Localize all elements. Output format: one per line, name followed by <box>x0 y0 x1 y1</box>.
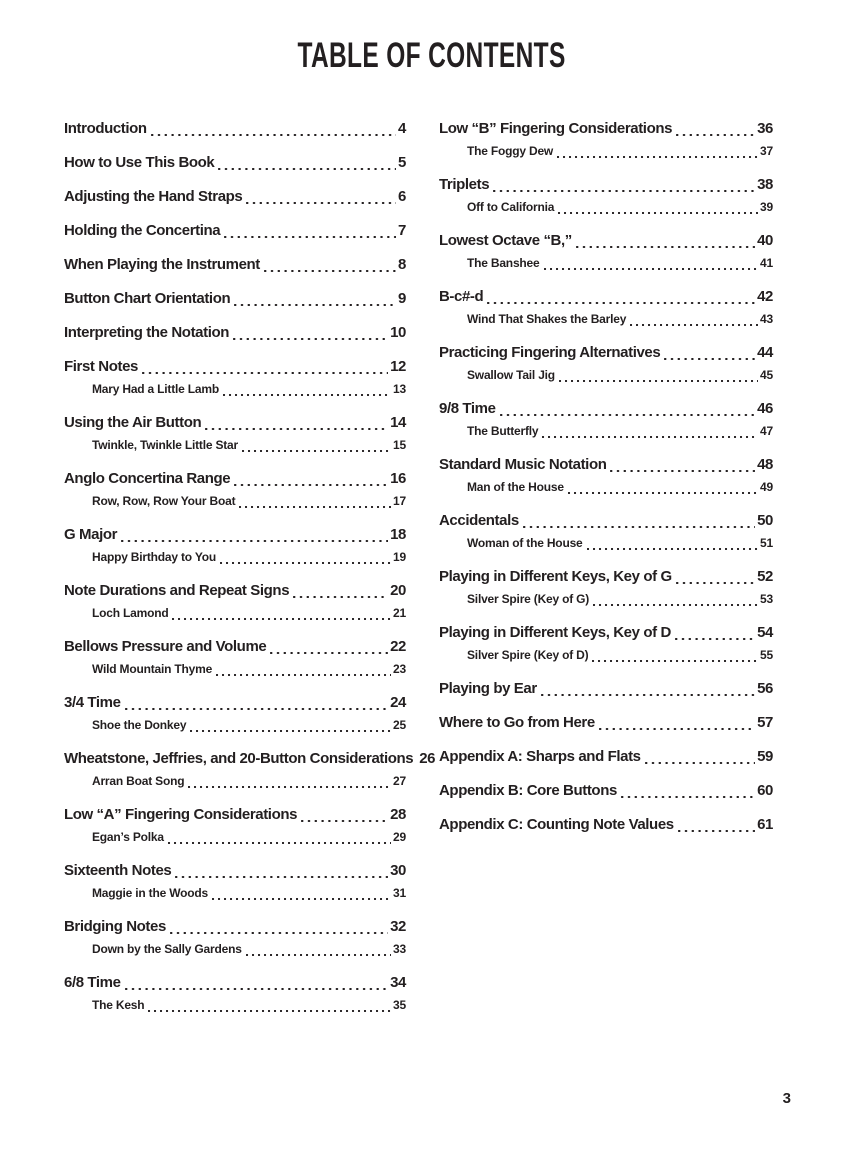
toc-entry-label: Triplets <box>439 176 490 193</box>
toc-entry-label: Button Chart Orientation <box>64 290 231 307</box>
toc-entry <box>64 412 406 434</box>
toc-entry-label: Lowest Octave “B,” <box>439 232 572 249</box>
toc-entry <box>439 780 773 802</box>
toc-sub-entry-label: Man of the House <box>467 480 564 494</box>
dot-leader <box>142 372 388 374</box>
toc-entry <box>64 804 406 826</box>
dot-leader <box>678 830 755 832</box>
toc-sub-entry <box>64 378 406 400</box>
toc-entry-label: Bellows Pressure and Volume <box>64 638 267 655</box>
toc-entry-page-number: 26 <box>419 750 436 767</box>
toc-entry-page-number: 54 <box>757 624 773 641</box>
toc-entry-page-number: 56 <box>757 680 773 697</box>
toc-group <box>439 814 773 836</box>
toc-entry-page-number: 24 <box>390 694 406 711</box>
toc-sub-entry <box>64 714 406 736</box>
toc-entry-label: Playing by Ear <box>439 680 537 697</box>
dot-leader <box>125 988 389 990</box>
toc-group <box>64 288 406 310</box>
toc-entry-page-number: 7 <box>398 222 406 239</box>
toc-sub-entry <box>439 252 773 274</box>
toc-entry-page-number: 30 <box>390 862 406 879</box>
toc-sub-entry-page-number: 19 <box>393 550 406 564</box>
toc-entry-label: Accidentals <box>439 512 519 529</box>
toc-sub-entry-label: The Butterfly <box>467 424 539 438</box>
dot-leader <box>216 674 391 676</box>
toc-group <box>439 174 773 218</box>
dot-leader <box>593 604 758 606</box>
dot-leader <box>170 932 388 934</box>
toc-sub-entry-label: Happy Birthday to You <box>92 550 217 564</box>
dot-leader <box>541 694 755 696</box>
toc-sub-entry <box>64 490 406 512</box>
toc-entry <box>439 510 773 532</box>
toc-entry-label: How to Use This Book <box>64 154 215 171</box>
dot-leader <box>557 156 758 158</box>
dot-leader <box>610 470 755 472</box>
toc-entry <box>64 972 406 994</box>
page-title <box>0 38 864 73</box>
toc-entry <box>439 454 773 476</box>
toc-entry-page-number: 16 <box>390 470 406 487</box>
toc-sub-entry-label: Off to California <box>467 200 555 214</box>
toc-group <box>64 322 406 344</box>
toc-entry-label: First Notes <box>64 358 138 375</box>
toc-entry-page-number: 8 <box>398 256 406 273</box>
toc-sub-entry-label: Row, Row, Row Your Boat <box>92 494 236 508</box>
toc-entry <box>439 566 773 588</box>
toc-entry <box>64 860 406 882</box>
toc-entry <box>64 118 406 140</box>
dot-leader <box>188 786 391 788</box>
toc-entry-page-number: 57 <box>757 714 773 731</box>
toc-entry-page-number: 60 <box>757 782 773 799</box>
toc-sub-entry <box>439 476 773 498</box>
toc-sub-entry-page-number: 37 <box>760 144 773 158</box>
dot-leader <box>168 842 391 844</box>
toc-sub-entry-page-number: 39 <box>760 200 773 214</box>
toc-sub-entry <box>64 770 406 792</box>
toc-group <box>439 678 773 700</box>
toc-entry-page-number: 40 <box>757 232 773 249</box>
dot-leader <box>523 526 755 528</box>
toc-group <box>64 412 406 456</box>
toc-group <box>439 398 773 442</box>
page-title-text: TABLE OF CONTENTS <box>297 36 567 75</box>
toc-sub-entry-page-number: 13 <box>393 382 406 396</box>
toc-sub-entry-page-number: 17 <box>393 494 406 508</box>
toc-group <box>439 780 773 802</box>
toc-entry <box>64 748 436 770</box>
toc-entry-page-number: 38 <box>757 176 773 193</box>
dot-leader <box>264 270 396 272</box>
toc-sub-entry-page-number: 27 <box>393 774 406 788</box>
dot-leader <box>559 380 758 382</box>
toc-entry-label: Sixteenth Notes <box>64 862 172 879</box>
toc-sub-entry-page-number: 31 <box>393 886 406 900</box>
toc-entry-label: Playing in Different Keys, Key of G <box>439 568 672 585</box>
dot-leader <box>223 394 391 396</box>
toc-entry <box>64 636 406 658</box>
toc-entry-label: Appendix B: Core Buttons <box>439 782 617 799</box>
toc-sub-entry-page-number: 53 <box>760 592 773 606</box>
toc-group <box>439 230 773 274</box>
toc-group <box>439 712 773 734</box>
toc-sub-entry-page-number: 51 <box>760 536 773 550</box>
dot-leader <box>175 876 388 878</box>
toc-group <box>439 566 773 610</box>
toc-entry <box>439 342 773 364</box>
dot-leader <box>121 540 388 542</box>
toc-entry-label: Wheatstone, Jeffries, and 20-Button Considerations <box>64 750 414 767</box>
toc-group <box>439 510 773 554</box>
toc-sub-entry-page-number: 45 <box>760 368 773 382</box>
toc-entry-page-number: 12 <box>390 358 406 375</box>
toc-sub-entry-label: Silver Spire (Key of G) <box>467 592 590 606</box>
toc-entry-page-number: 42 <box>757 288 773 305</box>
toc-group <box>439 454 773 498</box>
dot-leader <box>675 638 755 640</box>
dot-leader <box>218 168 396 170</box>
dot-leader <box>246 954 391 956</box>
dot-leader <box>172 618 391 620</box>
toc-group <box>64 254 406 276</box>
toc-entry-label: Holding the Concertina <box>64 222 221 239</box>
dot-leader <box>542 436 758 438</box>
toc-sub-entry-label: Silver Spire (Key of D) <box>467 648 589 662</box>
toc-entry-page-number: 5 <box>398 154 406 171</box>
toc-sub-entry-label: The Foggy Dew <box>467 144 554 158</box>
toc-group <box>439 746 773 768</box>
toc-entry-label: 9/8 Time <box>439 400 496 417</box>
dot-leader <box>576 246 755 248</box>
toc-sub-entry-page-number: 47 <box>760 424 773 438</box>
toc-entry <box>64 152 406 174</box>
toc-group <box>64 220 406 242</box>
toc-entry-label: 3/4 Time <box>64 694 121 711</box>
toc-entry-label: Note Durations and Repeat Signs <box>64 582 290 599</box>
dot-leader <box>493 190 755 192</box>
toc-entry-label: Low “A” Fingering Considerations <box>64 806 298 823</box>
toc-sub-entry-page-number: 33 <box>393 942 406 956</box>
toc-entry-page-number: 20 <box>390 582 406 599</box>
toc-entry-label: When Playing the Instrument <box>64 256 260 273</box>
toc-sub-entry-page-number: 35 <box>393 998 406 1012</box>
toc-group <box>64 692 406 736</box>
toc-entry <box>64 254 406 276</box>
toc-entry-page-number: 48 <box>757 456 773 473</box>
toc-sub-entry-page-number: 43 <box>760 312 773 326</box>
dot-leader <box>190 730 391 732</box>
toc-entry-label: Using the Air Button <box>64 414 202 431</box>
dot-leader <box>234 304 396 306</box>
toc-sub-entry-label: Maggie in the Woods <box>92 886 208 900</box>
toc-group <box>64 580 406 624</box>
toc-sub-entry-label: The Banshee <box>467 256 540 270</box>
dot-leader <box>558 212 758 214</box>
toc-entry-page-number: 52 <box>757 568 773 585</box>
toc-sub-entry-label: Twinkle, Twinkle Little Star <box>92 438 238 452</box>
toc-sub-entry <box>64 434 406 456</box>
toc-sub-entry <box>439 140 773 162</box>
toc-sub-entry-page-number: 49 <box>760 480 773 494</box>
toc-entry <box>64 220 406 242</box>
toc-entry <box>439 712 773 734</box>
toc-entry-page-number: 4 <box>398 120 406 137</box>
toc-entry-page-number: 34 <box>390 974 406 991</box>
toc-sub-entry <box>439 644 773 666</box>
toc-entry <box>64 692 406 714</box>
toc-entry-page-number: 6 <box>398 188 406 205</box>
toc-sub-entry-label: Wild Mountain Thyme <box>92 662 213 676</box>
toc-entry-label: G Major <box>64 526 118 543</box>
toc-column-right <box>439 118 773 848</box>
dot-leader <box>587 548 759 550</box>
toc-sub-entry-label: Wind That Shakes the Barley <box>467 312 627 326</box>
dot-leader <box>599 728 755 730</box>
toc-sub-entry <box>64 546 406 568</box>
toc-entry <box>439 174 773 196</box>
toc-sub-entry-page-number: 25 <box>393 718 406 732</box>
toc-group <box>64 916 406 960</box>
toc-group <box>439 118 773 162</box>
toc-entry-label: Anglo Concertina Range <box>64 470 231 487</box>
toc-group <box>439 342 773 386</box>
dot-leader <box>148 1010 391 1012</box>
toc-entry-label: Where to Go from Here <box>439 714 595 731</box>
toc-group <box>64 748 436 792</box>
toc-sub-entry <box>439 588 773 610</box>
toc-sub-entry-label: Egan’s Polka <box>92 830 164 844</box>
toc-entry-label: Standard Music Notation <box>439 456 607 473</box>
dot-leader <box>125 708 389 710</box>
toc-entry <box>64 580 406 602</box>
toc-entry-label: Introduction <box>64 120 147 137</box>
toc-sub-entry-label: Arran Boat Song <box>92 774 185 788</box>
toc-entry-label: Adjusting the Hand Straps <box>64 188 243 205</box>
toc-entry <box>439 678 773 700</box>
toc-column-left <box>64 118 436 1028</box>
toc-entry-label: Practicing Fingering Alternatives <box>439 344 661 361</box>
toc-sub-entry-label: Loch Lamond <box>92 606 169 620</box>
toc-group <box>64 860 406 904</box>
toc-entry-page-number: 46 <box>757 400 773 417</box>
dot-leader <box>645 762 756 764</box>
toc-entry <box>439 230 773 252</box>
toc-group <box>64 152 406 174</box>
toc-group <box>64 118 406 140</box>
toc-entry-page-number: 36 <box>757 120 773 137</box>
dot-leader <box>270 652 388 654</box>
toc-sub-entry <box>439 420 773 442</box>
toc-entry <box>64 288 406 310</box>
toc-sub-entry-label: Shoe the Donkey <box>92 718 187 732</box>
dot-leader <box>544 268 759 270</box>
toc-sub-entry <box>64 602 406 624</box>
toc-sub-entry-page-number: 29 <box>393 830 406 844</box>
toc-group <box>439 286 773 330</box>
dot-leader <box>151 134 396 136</box>
toc-entry <box>64 186 406 208</box>
toc-entry <box>64 916 406 938</box>
dot-leader <box>224 236 396 238</box>
dot-leader <box>664 358 755 360</box>
toc-entry-label: Appendix C: Counting Note Values <box>439 816 674 833</box>
dot-leader <box>487 302 755 304</box>
dot-leader <box>676 134 755 136</box>
dot-leader <box>220 562 391 564</box>
toc-sub-entry-page-number: 41 <box>760 256 773 270</box>
toc-entry-page-number: 9 <box>398 290 406 307</box>
toc-sub-entry <box>439 196 773 218</box>
toc-group <box>439 622 773 666</box>
dot-leader <box>246 202 396 204</box>
dot-leader <box>630 324 758 326</box>
dot-leader <box>568 492 758 494</box>
toc-sub-entry <box>439 364 773 386</box>
dot-leader <box>205 428 388 430</box>
toc-entry-label: B-c#-d <box>439 288 484 305</box>
toc-entry <box>439 398 773 420</box>
dot-leader <box>621 796 755 798</box>
toc-entry-label: Interpreting the Notation <box>64 324 229 341</box>
toc-sub-entry <box>64 938 406 960</box>
toc-group <box>64 524 406 568</box>
dot-leader <box>212 898 391 900</box>
folio-page-number: 3 <box>782 1090 791 1107</box>
toc-sub-entry <box>439 308 773 330</box>
toc-entry-label: Bridging Notes <box>64 918 166 935</box>
toc-group <box>64 972 406 1016</box>
toc-entry <box>439 118 773 140</box>
toc-entry-page-number: 32 <box>390 918 406 935</box>
toc-entry <box>64 356 406 378</box>
toc-sub-entry-label: Woman of the House <box>467 536 583 550</box>
toc-group <box>64 636 406 680</box>
toc-sub-entry <box>439 532 773 554</box>
toc-entry <box>439 814 773 836</box>
toc-sub-entry-label: Mary Had a Little Lamb <box>92 382 219 396</box>
dot-leader <box>242 450 391 452</box>
dot-leader <box>234 484 388 486</box>
toc-group <box>64 356 406 400</box>
toc-entry <box>64 524 406 546</box>
toc-entry-page-number: 22 <box>390 638 406 655</box>
toc-entry <box>439 622 773 644</box>
toc-sub-entry-label: Down by the Sally Gardens <box>92 942 242 956</box>
toc-entry-page-number: 59 <box>757 748 773 765</box>
dot-leader <box>233 338 388 340</box>
toc-entry-page-number: 28 <box>390 806 406 823</box>
toc-sub-entry-label: The Kesh <box>92 998 145 1012</box>
toc-entry-page-number: 61 <box>757 816 773 833</box>
toc-entry-page-number: 18 <box>390 526 406 543</box>
dot-leader <box>293 596 388 598</box>
dot-leader <box>592 660 758 662</box>
toc-entry-page-number: 10 <box>390 324 406 341</box>
dot-leader <box>239 506 391 508</box>
toc-entry <box>439 286 773 308</box>
toc-entry-page-number: 14 <box>390 414 406 431</box>
toc-sub-entry <box>64 658 406 680</box>
toc-entry-page-number: 50 <box>757 512 773 529</box>
toc-group <box>64 468 406 512</box>
toc-entry-label: Appendix A: Sharps and Flats <box>439 748 641 765</box>
toc-entry-page-number: 44 <box>757 344 773 361</box>
toc-sub-entry <box>64 882 406 904</box>
toc-group <box>64 186 406 208</box>
dot-leader <box>301 820 388 822</box>
dot-leader <box>500 414 756 416</box>
toc-entry <box>64 468 406 490</box>
toc-sub-entry <box>64 994 406 1016</box>
toc-entry <box>439 746 773 768</box>
toc-sub-entry-label: Swallow Tail Jig <box>467 368 555 382</box>
toc-entry-label: Playing in Different Keys, Key of D <box>439 624 671 641</box>
dot-leader <box>676 582 755 584</box>
toc-sub-entry-page-number: 23 <box>393 662 406 676</box>
toc-entry-label: 6/8 Time <box>64 974 121 991</box>
toc-sub-entry-page-number: 21 <box>393 606 406 620</box>
toc-sub-entry-page-number: 15 <box>393 438 406 452</box>
toc-entry <box>64 322 406 344</box>
toc-sub-entry-page-number: 55 <box>760 648 773 662</box>
toc-sub-entry <box>64 826 406 848</box>
toc-group <box>64 804 406 848</box>
toc-entry-label: Low “B” Fingering Considerations <box>439 120 673 137</box>
